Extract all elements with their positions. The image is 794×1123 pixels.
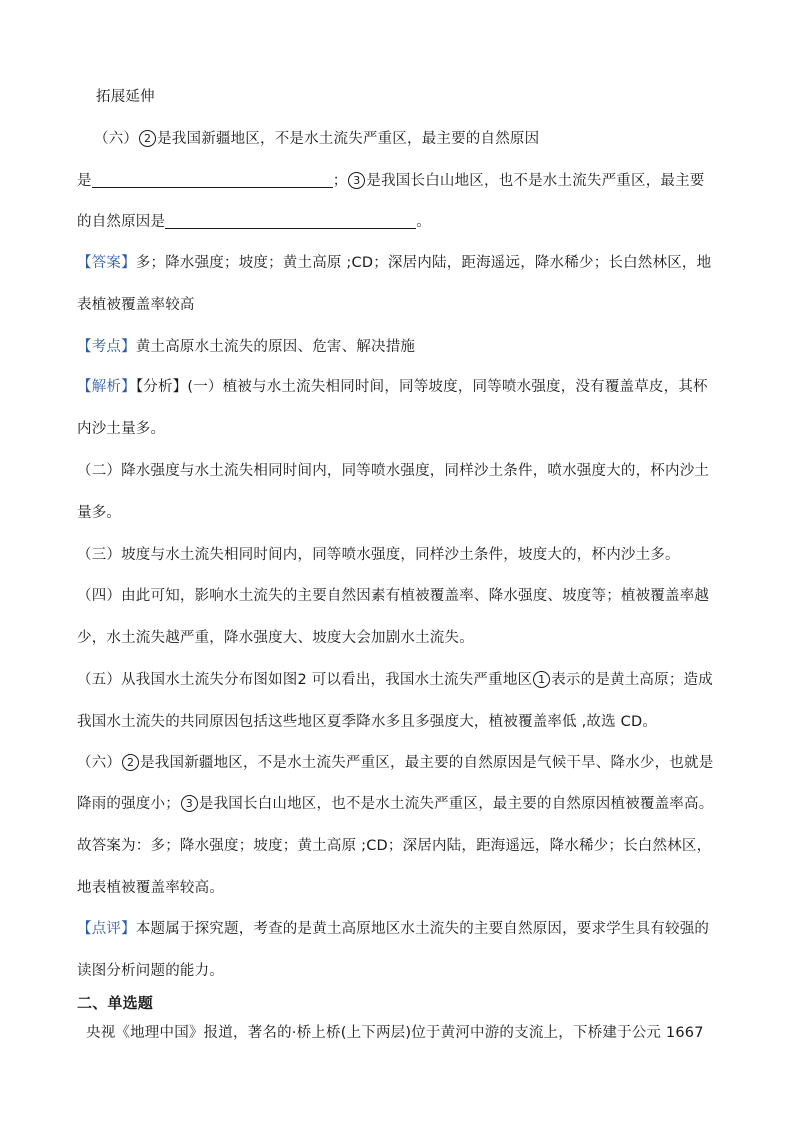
analysis-p3: （三）坡度与水土流失相同时间内，同等喷水强度，同样沙土条件，坡度大的，杯内沙土多。 — [77, 547, 680, 563]
analysis-p2-line-2: 量多。 — [77, 505, 122, 521]
analysis-p6-line-2 — [77, 794, 713, 814]
text-fragment: （六） — [77, 755, 122, 771]
review-tag: 【点评】 — [77, 921, 136, 937]
analysis-p4-line-1: （四）由此可知，影响水土流失的主要自然因素有植被覆盖率、降水强度、坡度等；植被覆盖率越 — [77, 588, 710, 604]
answer-line-2: 表植被覆盖率较高 — [77, 297, 195, 313]
analysis-p4-line-2: 少，水土流失越严重，降水强度大、坡度大会加剧水土流失。 — [77, 630, 474, 646]
analysis-p2-line-1: （二）降水强度与水土流失相同时间内，同等喷水强度，同样沙土条件，喷水强度大的，杯内沙土 — [77, 463, 710, 479]
review-text: 本题属于探究题，考查的是黄土高原地区水土流失的主要自然原因，要求学生具有较强的 — [135, 921, 710, 937]
question-6-line-3 — [77, 212, 431, 232]
answer-line-1 — [77, 253, 711, 273]
review-line-2: 读图分析问题的能力。 — [77, 963, 224, 979]
text-fragment: 是我国长白山地区，也不是水土流失严重区，最主要的自然原因植被覆盖率高。 — [198, 796, 714, 812]
analysis-p5-line-1 — [77, 670, 713, 690]
kaodian-line — [77, 337, 415, 357]
question-6-line-1 — [94, 129, 539, 149]
text-fragment: 表示的是黄土高原；造成 — [551, 672, 713, 688]
text-fragment: ； — [332, 173, 348, 189]
answer-blank-1[interactable] — [92, 171, 333, 188]
analysis-p5-line-2: 我国水土流失的共同原因包括这些地区夏季降水多且多强度大，植被覆盖率低 ,故选 CD。 — [77, 714, 658, 730]
analysis-p6-line-3: 故答案为：多；降水强度；坡度；黄土高原 ;CD；深居内陆，距海遥远，降水稀少；长白然林区， — [77, 838, 712, 854]
section-heading: 二、单选题 — [77, 994, 154, 1012]
answer-text: 多；降水强度；坡度；黄土高原 ;CD；深居内陆，距海遥远，降水稀少；长白然林区，地 — [135, 255, 712, 271]
circled-number-2: 2 — [139, 130, 156, 147]
circled-number-3: 3 — [181, 795, 198, 812]
question-1-line-1: 央视《地理中国》报道，著名的·桥上桥(上下两层)位于黄河中游的支流上，下桥建于公元 1667 — [86, 1025, 704, 1041]
analysis-text: 【分析】(一）植被与水土流失相同时间，同等坡度，同等喷水强度，没有覆盖草皮，其杯 — [135, 379, 708, 395]
text-fragment: 是我国新疆地区，不是水土流失严重区，最主要的自然原因是气候干旱、降水少，也就是 — [140, 755, 714, 771]
answer-blank-2[interactable] — [165, 212, 416, 229]
text-fragment: 是 — [77, 173, 92, 189]
answer-tag: 【答案】 — [77, 255, 136, 271]
text-fragment: 的自然原因是 — [77, 214, 166, 230]
text-fragment: 降雨的强度小； — [77, 796, 180, 812]
kaodian-text: 黄土高原水土流失的原因、危害、解决措施 — [135, 339, 416, 355]
review-line-1 — [77, 919, 709, 939]
circled-number-2: 2 — [122, 754, 139, 771]
question-6-number: （六） — [94, 131, 139, 147]
analysis-p1-line-1 — [77, 377, 708, 397]
circled-number-3: 3 — [348, 172, 365, 189]
text-fragment: 。 — [416, 214, 431, 230]
circled-number-1: 1 — [533, 671, 550, 688]
question-6-text: 是我国新疆地区，不是水土流失严重区，最主要的自然原因 — [157, 131, 540, 147]
analysis-tag: 【解析】 — [77, 379, 136, 395]
analysis-p6-line-4: 地表植被覆盖率较高。 — [77, 880, 224, 896]
question-6-line-2 — [77, 171, 705, 191]
kaodian-tag: 【考点】 — [77, 339, 136, 355]
extension-title: 拓展延伸 — [96, 89, 155, 105]
text-fragment: 是我国长白山地区，也不是水土流失严重区，最主要 — [366, 173, 705, 189]
text-fragment: （五）从我国水土流失分布图如图2 可以看出，我国水土流失严重地区 — [77, 672, 533, 688]
analysis-p6-line-1 — [77, 753, 713, 773]
analysis-p1-line-2: 内沙土量多。 — [77, 421, 166, 437]
